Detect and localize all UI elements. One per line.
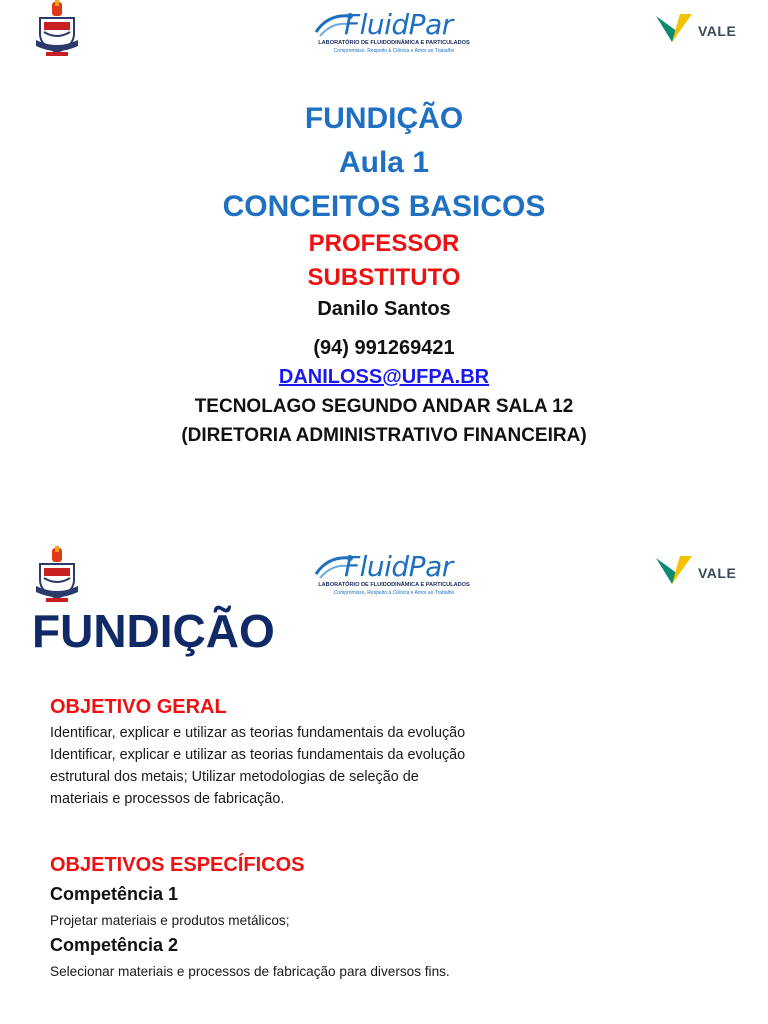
vale-name: VALE <box>698 23 737 39</box>
specific-objectives-heading: OBJETIVOS ESPECÍFICOS <box>50 854 305 876</box>
slide1-role-line2: SUBSTITUTO <box>307 264 461 291</box>
slide2-title: FUNDIÇÃO <box>32 605 275 657</box>
general-objective-text <box>50 722 570 810</box>
fluidpar-logo <box>314 8 474 60</box>
fluidpar-subtitle: LABORATÓRIO DE FLUIDODINÂMICA E PARTICULADOS <box>318 40 470 46</box>
vale-logo <box>654 12 740 48</box>
fluidpar-logo <box>314 550 474 602</box>
slide1-topic: CONCEITOS BASICOS <box>222 190 546 223</box>
fluidpar-name: FluidPar <box>344 8 453 41</box>
general-objective-line: Identificar, explicar e utilizar as teorias fundamentais da evolução <box>50 725 466 741</box>
fluidpar-tagline: Compromisso, Respeito à Ciência e Amor ao Trabalho <box>333 590 455 596</box>
ufpa-crest-logo <box>32 0 82 60</box>
email-link[interactable]: DANILOSS@UFPA.BR <box>278 366 490 388</box>
fluidpar-tagline: Compromisso, Respeito à Ciência e Amor ao Trabalho <box>333 48 455 54</box>
professor-name: Danilo Santos <box>317 298 451 320</box>
competency-1-title: Competência 1 <box>50 884 179 904</box>
slide1-lesson: Aula 1 <box>338 146 430 179</box>
general-objective-line: estrutural dos metais; Utilizar metodologias de seleção de <box>50 769 419 785</box>
phone-number: (94) 991269421 <box>313 337 455 359</box>
competency-1-description: Projetar materiais e produtos metálicos; <box>50 913 290 928</box>
general-objective-line: materiais e processos de fabricação. <box>50 791 285 807</box>
location-line1: TECNOLAGO SEGUNDO ANDAR SALA 12 <box>194 396 574 417</box>
vale-v-icon <box>654 12 694 46</box>
general-objective-line: Identificar, explicar e utilizar as teorias fundamentais da evolução <box>50 747 466 763</box>
slide1-title: FUNDIÇÃO <box>304 102 464 135</box>
email-row <box>0 366 768 389</box>
ufpa-crest-logo <box>32 546 82 606</box>
vale-name: VALE <box>698 565 737 581</box>
fluidpar-name: FluidPar <box>344 550 453 583</box>
competency-2-description: Selecionar materiais e processos de fabricação para diversos fins. <box>50 964 450 979</box>
competency-2-title: Competência 2 <box>50 935 179 955</box>
general-objective-heading: OBJETIVO GERAL <box>50 696 227 718</box>
vale-v-icon <box>654 554 694 588</box>
fluidpar-subtitle: LABORATÓRIO DE FLUIDODINÂMICA E PARTICULADOS <box>318 582 470 588</box>
vale-logo <box>654 554 740 590</box>
slide1-role-line1: PROFESSOR <box>308 230 460 257</box>
slide-2 <box>0 512 768 1024</box>
location-line2: (DIRETORIA ADMINISTRATIVO FINANCEIRA) <box>181 425 587 446</box>
